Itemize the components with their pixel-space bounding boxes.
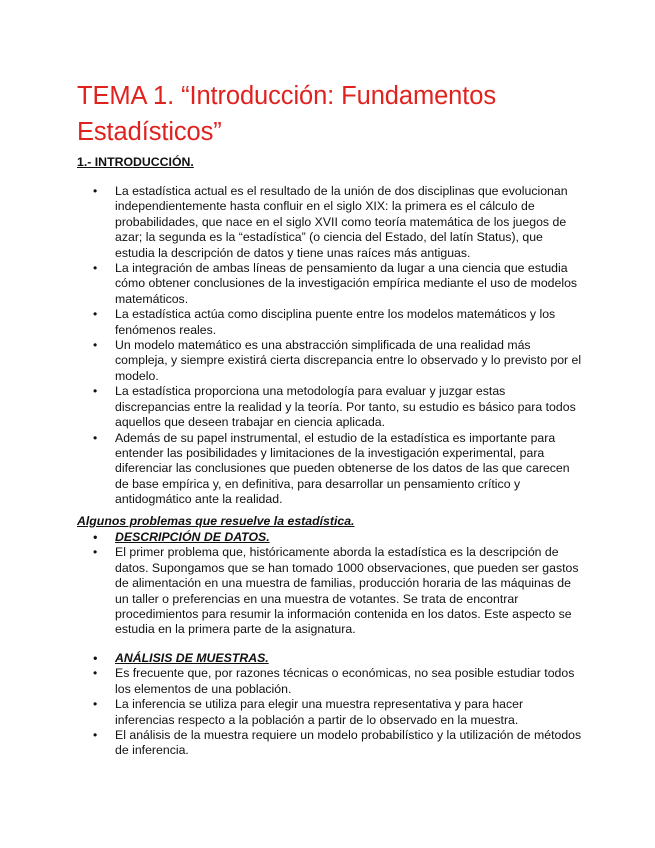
list-item: • Es frecuente que, por razones técnicas o económicas, no sea posible estudiar todos los elementos de una población. <box>77 666 582 697</box>
list-item: • La inferencia se utiliza para elegir una muestra representativa y para hacer inferencias respecto a la población a partir de lo observado en la muestra. <box>77 697 582 728</box>
category-heading-descripcion: • DESCRIPCIÓN DE DATOS. <box>77 530 582 545</box>
list-item: • La integración de ambas líneas de pensamiento da lugar a una ciencia que estudia cómo obtener conclusiones de la investigación empírica mediante el uso de modelos matemáticos. <box>77 261 582 307</box>
list-item: • Además de su papel instrumental, el estudio de la estadística es importante para entender las posibilidades y limitaciones de la investigación experimental, para diferenciar las conclusiones que pueden obtenerse de los datos de las que carecen de base empírica y, en definitiva, para desarrollar un pensamiento crítico y antidogmático ante la realidad. <box>77 431 582 508</box>
list-item: • La estadística actual es el resultado de la unión de dos disciplinas que evolucionan independientemente hasta confluir en el siglo XIX: la primera es el cálculo de probabilidades, que nace en el siglo XVII como teoría matemática de los juegos de azar; la segunda es la “estadística” (o ciencia del Estado, del latín Status), que estudia la descripción de datos y tiene unas raíces más antiguas. <box>77 184 582 261</box>
intro-bullet-list <box>77 184 582 508</box>
page-title: TEMA 1. “Introducción: Fundamentos Estadísticos” <box>77 82 496 146</box>
list-item: • Un modelo matemático es una abstracción simplificada de una realidad más compleja, y siempre existirá cierta discrepancia entre lo observado y lo previsto por el modelo. <box>77 338 582 384</box>
section-heading-introduccion: 1.- INTRODUCCIÓN. <box>77 155 194 169</box>
samples-list <box>77 651 582 759</box>
list-item: • El primer problema que, históricamente aborda la estadística es la descripción de datos. Supongamos que se han tomado 1000 observaciones, que pueden ser gastos de alimentación en una muestra de familias, producción horaria de las máquinas de un taller o preferencias en una muestra de votantes. Se trata de encontrar procedimientos para resumir la información contenida en los datos. Este aspecto se estudia en la primera parte de la asignatura. <box>77 545 582 637</box>
list-item: • La estadística actúa como disciplina puente entre los modelos matemáticos y los fenómenos reales. <box>77 307 582 338</box>
list-item: • La estadística proporciona una metodología para evaluar y juzgar estas discrepancias entre la realidad y la teoría. Por tanto, su estudio es básico para todos aquellos que deseen trabajar en ciencia aplicada. <box>77 384 582 430</box>
problems-heading: Algunos problemas que resuelve la estadística. <box>77 514 355 528</box>
category-heading-analisis: • ANÁLISIS DE MUESTRAS. <box>77 651 582 666</box>
list-item: • El análisis de la muestra requiere un modelo probabilístico y la utilización de métodos de inferencia. <box>77 728 582 759</box>
description-list <box>77 530 582 638</box>
